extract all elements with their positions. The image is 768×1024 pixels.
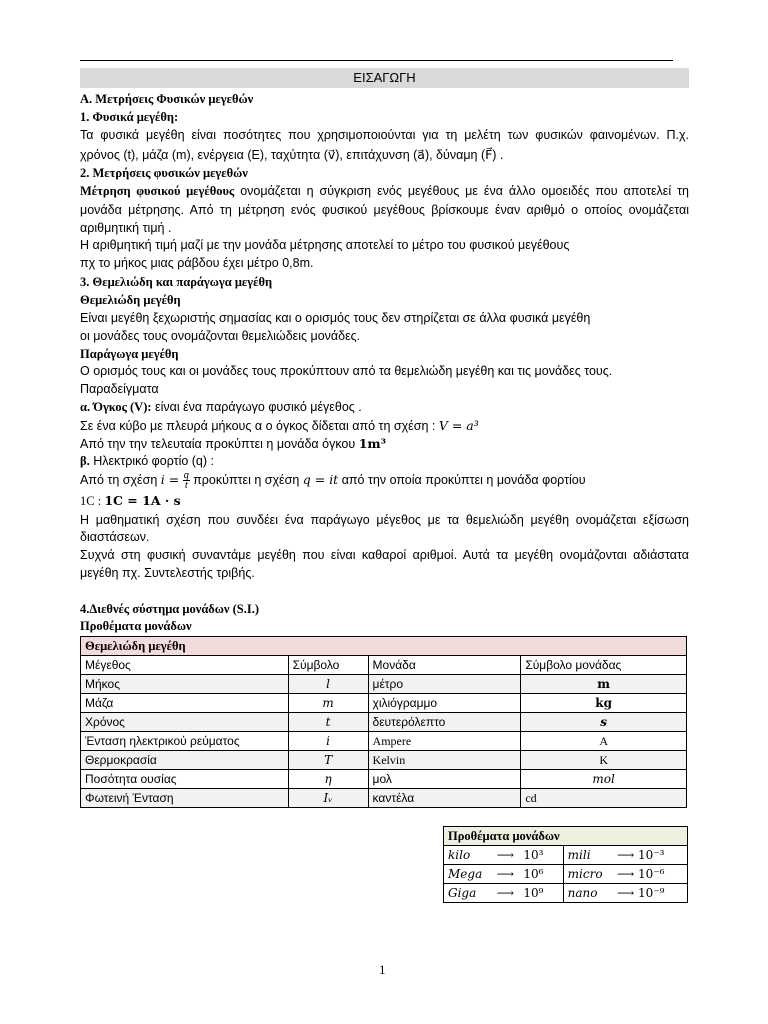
symbol-cell: Iᵥ	[288, 789, 368, 808]
bold-term: Μέτρηση φυσικού μεγέθους	[80, 184, 235, 198]
unit-symbol-cell: kg	[521, 694, 687, 713]
section-a-title: Α. Μετρήσεις Φυσικών μεγεθών	[80, 92, 254, 106]
example-b-line3	[80, 492, 181, 510]
example-a-line3	[80, 435, 386, 453]
example-b-line2	[80, 470, 586, 490]
heading-derived: Παράγωγα μεγέθη	[80, 347, 179, 361]
fundamental-units-table	[80, 636, 687, 808]
header-rule	[80, 60, 673, 61]
heading-fundamental: Θεμελιώδη μεγέθη	[80, 293, 181, 307]
symbol-cell: m	[288, 694, 368, 713]
table-row	[81, 789, 687, 808]
table-row	[81, 751, 687, 770]
formula-coulomb: 1C = 1A · s	[104, 493, 181, 508]
unit-cell: Kelvin	[368, 751, 521, 770]
arrow-icon: ⟶	[491, 846, 519, 865]
prefix-name: Mega	[444, 865, 492, 884]
prefix-value: 10⁹	[519, 884, 563, 903]
paragraph-line: μεγέθη πχ. Συντελεστής τριβής.	[80, 566, 255, 580]
table-row	[81, 713, 687, 732]
prefix-name: micro	[563, 865, 613, 884]
unit-symbol-cell: A	[521, 732, 687, 751]
table-row	[81, 732, 687, 751]
quantity-cell: Μήκος	[81, 675, 289, 694]
text: προκύπτει η σχέση	[189, 473, 300, 487]
unit-symbol-cell: m	[521, 675, 687, 694]
paragraph-line: οι μονάδες τους ονομάζονται θεμελιώδεις μονάδες.	[80, 329, 361, 343]
heading-fundamental-derived: 3. Θεμελιώδη και παράγωγα μεγέθη	[80, 275, 273, 289]
paragraph-text: ονομάζεται η σύγκριση ενός μεγέθους με ένα άλλο ομοειδές που αποτελεί τη	[234, 184, 689, 198]
heading-physical-quantities: 1. Φυσικά μεγέθη:	[80, 110, 179, 124]
symbol-cell: l	[288, 675, 368, 694]
table-row	[81, 675, 687, 694]
unit-cell: χιλιόγραμμο	[368, 694, 521, 713]
prefix-value: ⟶ 10⁻⁹	[613, 884, 687, 903]
formula-volume: V = a³	[438, 418, 479, 433]
unit-cell: καντέλα	[368, 789, 521, 808]
example-a-label: α. Όγκος (V):	[80, 400, 152, 414]
prefix-value: 10⁶	[519, 865, 563, 884]
prefix-name: Giga	[444, 884, 492, 903]
quantity-cell: Μάζα	[81, 694, 289, 713]
paragraph-line: αριθμητική τιμή .	[80, 221, 172, 235]
arrow-icon: ⟶	[491, 884, 519, 903]
example-a	[80, 399, 362, 416]
symbol-cell: T	[288, 751, 368, 770]
prefix-value: ⟶ 10⁻⁶	[613, 865, 687, 884]
text: από την οποία προκύπτει η μονάδα φορτίου	[338, 473, 586, 487]
unit-cell: Ampere	[368, 732, 521, 751]
paragraph-line: χρόνος (t), μάζα (m), ενέργεια (E), ταχύτητα (v⃗), επιτάχυνση (a⃗), δύναμη (F⃗) .	[80, 148, 504, 162]
prefix-name: nano	[563, 884, 613, 903]
quantity-cell: Θερμοκρασία	[81, 751, 289, 770]
column-header: Σύμβολο μονάδας	[521, 656, 687, 675]
unit-cell: μολ	[368, 770, 521, 789]
formula-i: i =	[160, 472, 180, 487]
text: Από τη σχέση	[80, 473, 158, 487]
table-row	[81, 694, 687, 713]
fraction-denominator: t	[184, 480, 188, 491]
text: 1C :	[80, 494, 102, 508]
fraction	[183, 471, 190, 490]
column-header: Μονάδα	[368, 656, 521, 675]
table-row	[444, 846, 688, 865]
heading-measurements: 2. Μετρήσεις φυσικών μεγεθών	[80, 166, 248, 180]
paragraph-line: Η αριθμητική τιμή μαζί με την μονάδα μέτρησης αποτελεί το μέτρο του φυσικού μεγέθους	[80, 238, 570, 252]
example-b-label: β.	[80, 454, 90, 468]
table-caption: Θεμελιώδη μεγέθη	[81, 637, 687, 656]
table-row	[81, 770, 687, 789]
fraction-numerator: q	[183, 470, 189, 481]
paragraph-line: Τα φυσικά μεγέθη είναι ποσότητες που χρησιμοποιούνται για τη μελέτη των φυσικών φαινομένων. Π.χ.	[80, 128, 689, 142]
paragraph-line: μονάδα μέτρησης. Από τη μέτρηση ενός φυσικού μεγέθους βρίσκουμε έναν αριθμό ο οποίος ονομάζεται	[80, 203, 689, 217]
paragraph-line: Παραδείγματα	[80, 382, 159, 396]
symbol-cell: η	[288, 770, 368, 789]
paragraph-line	[80, 183, 689, 200]
prefix-table	[443, 826, 688, 903]
prefix-value: ⟶ 10⁻³	[613, 846, 687, 865]
quantity-cell: Ένταση ηλεκτρικού ρεύματος	[81, 732, 289, 751]
example-a-text: είναι ένα παράγωγο φυσικό μέγεθος .	[151, 400, 362, 414]
paragraph-line: διαστάσεων.	[80, 530, 150, 544]
column-header: Σύμβολο	[288, 656, 368, 675]
arrow-icon: ⟶	[491, 865, 519, 884]
paragraph-line: Η μαθηματική σχέση που συνδέει ένα παράγωγο μέγεθος με τα θεμελιώδη μεγέθη ονομάζεται εξίσωση	[80, 513, 689, 527]
unit-symbol-cell: s	[521, 713, 687, 732]
prefix-name: mili	[563, 846, 613, 865]
symbol-cell: i	[288, 732, 368, 751]
unit-symbol-cell: K	[521, 751, 687, 770]
example-b	[80, 453, 214, 470]
section-4-subtitle: Προθέματα μονάδων	[80, 619, 192, 633]
column-header: Μέγεθος	[81, 656, 289, 675]
formula-charge: q = it	[302, 472, 339, 487]
unit-symbol-cell: cd	[521, 789, 687, 808]
example-a-line2	[80, 417, 479, 435]
unit-cell: μέτρο	[368, 675, 521, 694]
unit-cell: δευτερόλεπτο	[368, 713, 521, 732]
page-number: 1	[379, 962, 386, 977]
paragraph-line: Συχνά στη φυσική συναντάμε μεγέθη που είναι καθαροί αριθμοί. Αυτά τα μεγέθη ονομάζονται αδιάστατα	[80, 548, 689, 562]
symbol-cell: t	[288, 713, 368, 732]
quantity-cell: Ποσότητα ουσίας	[81, 770, 289, 789]
text: Σε ένα κύβο με πλευρά μήκους α ο όγκος δίδεται από τη σχέση :	[80, 419, 436, 433]
paragraph-line: Είναι μεγέθη ξεχωριστής σημασίας και ο ορισμός τους δεν στηρίζεται σε άλλα φυσικά μεγέθη	[80, 311, 591, 325]
paragraph-line: πχ το μήκος μιας ράβδου έχει μέτρο 0,8m.	[80, 256, 314, 270]
prefix-name: kilo	[444, 846, 492, 865]
unit-volume: 1m³	[358, 436, 387, 451]
paragraph-line: Ο ορισμός τους και οι μονάδες τους προκύπτουν από τα θεμελιώδη μεγέθη και τις μονάδες τους.	[80, 364, 613, 378]
table-row	[444, 865, 688, 884]
text: Από την την τελευταία προκύπτει η μονάδα όγκου	[80, 437, 356, 451]
example-b-text: Ηλεκτρικό φορτίο (q) :	[89, 454, 214, 468]
table-row	[444, 884, 688, 903]
section-4-title: 4.Διεθνές σύστημα μονάδων (S.I.)	[80, 602, 260, 616]
table-caption: Προθέματα μονάδων	[444, 827, 688, 846]
quantity-cell: Φωτεινή Ένταση	[81, 789, 289, 808]
section-banner: ΕΙΣΑΓΩΓΗ	[80, 68, 689, 88]
quantity-cell: Χρόνος	[81, 713, 289, 732]
prefix-value: 10³	[519, 846, 563, 865]
unit-symbol-cell: mol	[521, 770, 687, 789]
